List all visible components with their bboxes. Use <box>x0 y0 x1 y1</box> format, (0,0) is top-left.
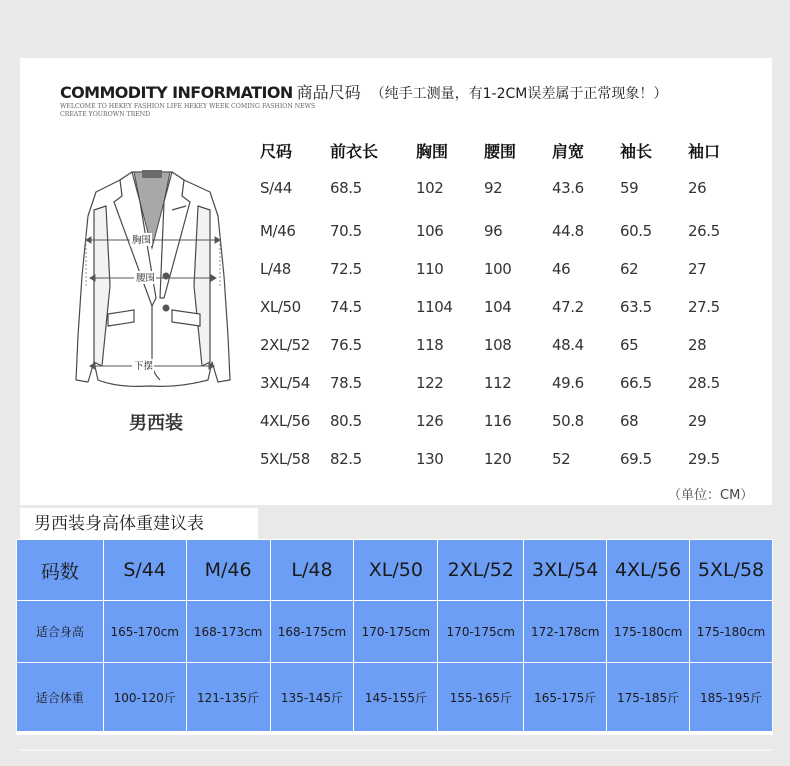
height-row <box>17 601 773 663</box>
col-sleeve-length: 袖长 <box>620 141 653 161</box>
cell: 27.5 <box>688 298 720 316</box>
height-cell: 175-180cm <box>690 601 773 663</box>
cell: S/44 <box>260 179 293 197</box>
weight-row <box>17 663 773 732</box>
cell: 47.2 <box>552 298 584 316</box>
waist-label: 腰围 <box>136 273 156 284</box>
size-cell: L/48 <box>270 540 354 601</box>
cell: 62 <box>620 260 639 278</box>
cell: 28.5 <box>688 374 720 392</box>
cell: 60.5 <box>620 222 652 240</box>
cell: 126 <box>416 412 444 430</box>
cell: L/48 <box>260 260 291 278</box>
cell: 116 <box>484 412 512 430</box>
cell: 104 <box>484 298 512 316</box>
cell: 110 <box>416 260 444 278</box>
weight-cell: 145-155斤 <box>354 663 438 732</box>
table-row <box>260 402 748 440</box>
table-row <box>260 250 748 288</box>
cell: 106 <box>416 222 444 240</box>
size-info-panel <box>20 58 772 505</box>
cell: 66.5 <box>620 374 652 392</box>
cell: 78.5 <box>330 374 362 392</box>
weight-cell: 155-165斤 <box>438 663 524 732</box>
col-size: 尺码 <box>260 141 293 161</box>
weight-cell: 165-175斤 <box>524 663 607 732</box>
slogan-line-1: WELCOME TO HEKEY FASHION LIFE HEKEY WEEK COMING FASHION NEWS <box>60 103 316 110</box>
weight-cell: 175-185斤 <box>607 663 690 732</box>
height-cell: 172-178cm <box>524 601 607 663</box>
cell: 108 <box>484 336 512 354</box>
cell: 26 <box>688 179 707 197</box>
height-cell: 170-175cm <box>438 601 524 663</box>
page-title <box>60 80 667 103</box>
cell: 50.8 <box>552 412 584 430</box>
suit-jacket-illustration <box>68 166 236 388</box>
cell: 68.5 <box>330 179 362 197</box>
cell: 112 <box>484 374 512 392</box>
height-row-label: 适合身高 <box>17 601 104 663</box>
size-cell: S/44 <box>103 540 186 601</box>
cell: 28 <box>688 336 707 354</box>
cell: 82.5 <box>330 450 362 468</box>
height-cell: 165-170cm <box>103 601 186 663</box>
bottom-divider <box>20 749 772 751</box>
cell: 49.6 <box>552 374 584 392</box>
weight-cell: 121-135斤 <box>186 663 270 732</box>
cell: 48.4 <box>552 336 584 354</box>
col-waist: 腰围 <box>484 141 517 161</box>
size-cell: 5XL/58 <box>690 540 773 601</box>
cell: 59 <box>620 179 639 197</box>
slogan-line-2: CREATE YOUROWN TREND <box>60 111 151 118</box>
size-row <box>17 540 773 601</box>
cell: XL/50 <box>260 298 301 316</box>
brand-slogan <box>60 103 315 119</box>
cell: 65 <box>620 336 639 354</box>
height-cell: 170-175cm <box>354 601 438 663</box>
height-cell: 175-180cm <box>607 601 690 663</box>
cell: 43.6 <box>552 179 584 197</box>
col-front-length: 前衣长 <box>330 141 379 161</box>
cell: 122 <box>416 374 444 392</box>
size-table <box>260 136 748 478</box>
title-cn: 商品尺码 <box>296 83 361 102</box>
cell: 80.5 <box>330 412 362 430</box>
size-cell: 3XL/54 <box>524 540 607 601</box>
height-cell: 168-173cm <box>186 601 270 663</box>
unit-note: （单位：CM） <box>668 488 754 503</box>
cell: 130 <box>416 450 444 468</box>
col-cuff: 袖口 <box>688 141 721 161</box>
cell: 26.5 <box>688 222 720 240</box>
table-row <box>260 440 748 478</box>
size-cell: 2XL/52 <box>438 540 524 601</box>
height-cell: 168-175cm <box>270 601 354 663</box>
cell: 92 <box>484 179 503 197</box>
weight-cell: 100-120斤 <box>103 663 186 732</box>
cell: 68 <box>620 412 639 430</box>
cell: 118 <box>416 336 444 354</box>
cell: 72.5 <box>330 260 362 278</box>
chest-label: 胸围 <box>132 235 152 246</box>
table-row <box>260 212 748 250</box>
weight-cell: 135-145斤 <box>270 663 354 732</box>
size-table-header <box>260 136 748 164</box>
size-row-label: 码数 <box>17 540 104 601</box>
cell: 44.8 <box>552 222 584 240</box>
col-chest: 胸围 <box>416 141 449 161</box>
recommendation-table <box>16 539 773 732</box>
cell: 74.5 <box>330 298 362 316</box>
cell: 69.5 <box>620 450 652 468</box>
title-en: COMMODITY INFORMATION <box>60 83 293 102</box>
jacket-caption: 男西装 <box>129 413 183 434</box>
size-cell: M/46 <box>186 540 270 601</box>
cell: 5XL/58 <box>260 450 310 468</box>
cell: 29 <box>688 412 707 430</box>
measurement-note: （纯手工测量，有1-2CM误差属于正常现象！） <box>370 86 668 102</box>
cell: 29.5 <box>688 450 720 468</box>
cell: 96 <box>484 222 503 240</box>
size-cell: XL/50 <box>354 540 438 601</box>
cell: 70.5 <box>330 222 362 240</box>
cell: 100 <box>484 260 512 278</box>
col-shoulder: 肩宽 <box>552 141 585 161</box>
table-row <box>260 326 748 364</box>
cell: 46 <box>552 260 571 278</box>
size-cell: 4XL/56 <box>607 540 690 601</box>
cell: 3XL/54 <box>260 374 310 392</box>
table-row <box>260 364 748 402</box>
cell: 102 <box>416 179 444 197</box>
recommendation-panel <box>16 539 773 735</box>
weight-cell: 185-195斤 <box>690 663 773 732</box>
cell: 4XL/56 <box>260 412 310 430</box>
cell: 27 <box>688 260 707 278</box>
cell: 63.5 <box>620 298 652 316</box>
cell: 52 <box>552 450 571 468</box>
table-row <box>260 164 748 212</box>
cell: M/46 <box>260 222 296 240</box>
weight-row-label: 适合体重 <box>17 663 104 732</box>
hem-label: 下摆 <box>134 361 154 372</box>
cell: 76.5 <box>330 336 362 354</box>
cell: 2XL/52 <box>260 336 310 354</box>
cell: 120 <box>484 450 512 468</box>
table-row <box>260 288 748 326</box>
recommendation-title: 男西装身高体重建议表 <box>20 508 258 540</box>
cell: 1104 <box>416 298 453 316</box>
